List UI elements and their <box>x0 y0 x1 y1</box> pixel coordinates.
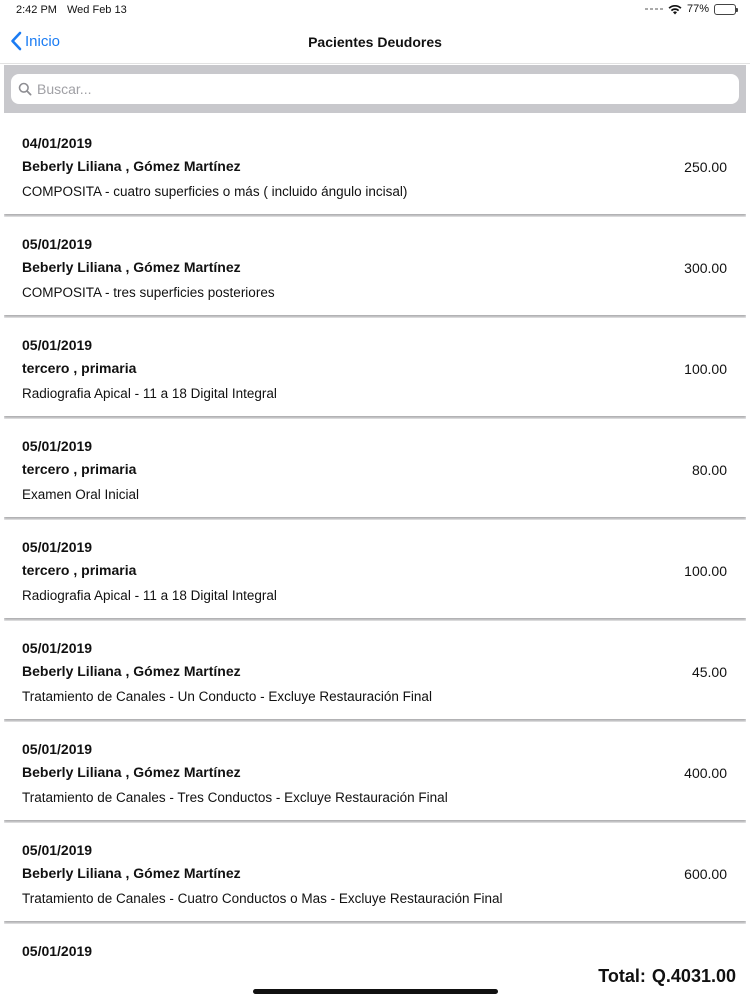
list-item[interactable] <box>4 621 746 719</box>
row-patient-name: tercero , primaria <box>22 562 137 578</box>
row-patient-name: Beberly Liliana , Gómez Martínez <box>22 158 241 174</box>
status-time: 2:42 PM <box>16 4 57 16</box>
row-amount: 45.00 <box>691 664 727 680</box>
row-amount: 100.00 <box>684 361 727 377</box>
list-item[interactable] <box>4 318 746 416</box>
row-date: 05/01/2019 <box>22 236 93 252</box>
battery-percent: 77% <box>686 3 709 15</box>
row-description: Radiografia Apical - 11 a 18 Digital Integral <box>22 588 277 603</box>
row-date: 05/01/2019 <box>22 337 93 353</box>
row-date: 05/01/2019 <box>22 943 93 956</box>
list-item[interactable] <box>4 217 746 315</box>
search-field[interactable] <box>11 74 739 104</box>
status-date: Wed Feb 13 <box>67 4 127 16</box>
row-date: 05/01/2019 <box>22 741 93 757</box>
row-patient-name: Beberly Liliana , Gómez Martínez <box>22 259 241 275</box>
row-amount: 80.00 <box>691 462 727 478</box>
footer <box>0 956 750 1000</box>
row-date: 05/01/2019 <box>22 842 93 858</box>
row-amount: 250.00 <box>684 159 727 175</box>
search-input[interactable] <box>37 81 717 97</box>
row-amount: 600.00 <box>684 866 727 882</box>
battery-icon <box>714 4 736 15</box>
list-item[interactable] <box>4 722 746 820</box>
home-indicator <box>253 989 498 994</box>
signal-dots-icon <box>645 8 663 10</box>
total-value: Q.4031.00 <box>651 966 736 986</box>
row-description: Tratamiento de Canales - Cuatro Conductos o Mas - Excluye Restauración Final <box>22 891 503 906</box>
list-item[interactable] <box>4 419 746 517</box>
page-title: Pacientes Deudores <box>308 34 442 50</box>
navigation-bar <box>0 22 750 64</box>
wifi-icon <box>668 4 682 15</box>
debtor-list[interactable] <box>4 116 746 956</box>
row-date: 04/01/2019 <box>22 135 93 151</box>
row-description: Tratamiento de Canales - Tres Conductos - Excluye Restauración Final <box>22 790 448 805</box>
status-bar <box>0 0 750 22</box>
back-button-label: Inicio <box>25 32 61 50</box>
row-patient-name: tercero , primaria <box>22 461 137 477</box>
row-amount: 400.00 <box>684 765 727 781</box>
row-patient-name: Beberly Liliana , Gómez Martínez <box>22 764 241 780</box>
row-description: Tratamiento de Canales - Un Conducto - Excluye Restauración Final <box>22 689 432 704</box>
row-date: 05/01/2019 <box>22 539 93 555</box>
list-item[interactable] <box>4 520 746 618</box>
list-item[interactable] <box>4 823 746 921</box>
status-indicators <box>645 3 736 15</box>
row-amount: 100.00 <box>684 563 727 579</box>
search-bar <box>4 65 746 113</box>
row-amount: 300.00 <box>684 260 727 276</box>
row-patient-name: Beberly Liliana , Gómez Martínez <box>22 865 241 881</box>
row-description: COMPOSITA - tres superficies posteriores <box>22 285 275 300</box>
row-description: Radiografia Apical - 11 a 18 Digital Integral <box>22 386 277 401</box>
total-label: Total: <box>598 966 646 986</box>
list-item[interactable] <box>4 924 746 956</box>
row-date: 05/01/2019 <box>22 640 93 656</box>
total-summary <box>598 966 736 987</box>
list-item[interactable] <box>4 116 746 214</box>
search-icon <box>18 82 32 96</box>
row-patient-name: tercero , primaria <box>22 360 137 376</box>
row-date: 05/01/2019 <box>22 438 93 454</box>
row-patient-name: Beberly Liliana , Gómez Martínez <box>22 663 241 679</box>
row-description: Examen Oral Inicial <box>22 487 140 502</box>
row-description: COMPOSITA - cuatro superficies o más ( incluido ángulo incisal) <box>22 184 408 199</box>
